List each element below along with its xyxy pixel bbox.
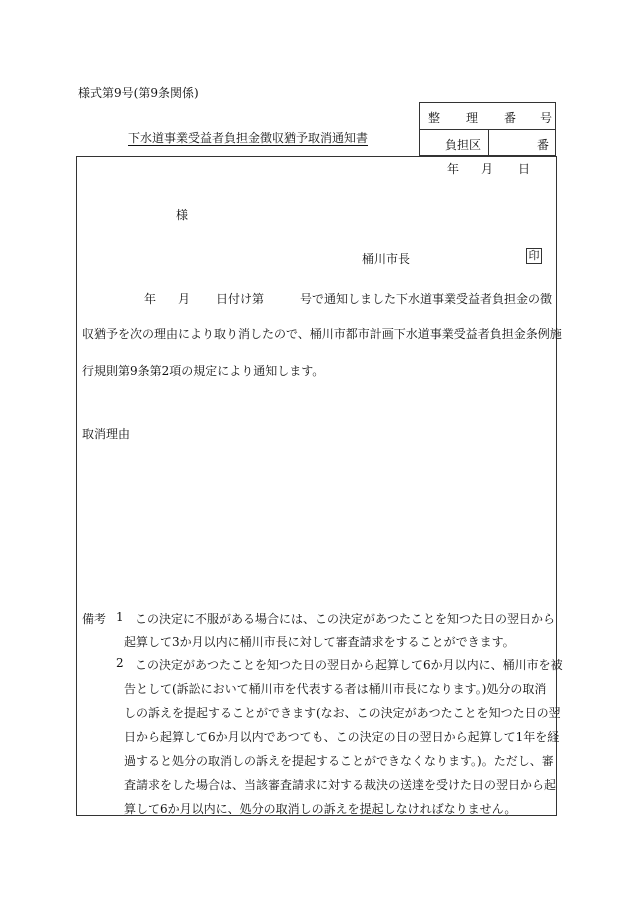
- note-2-line: 査請求をした場合は、当該審査請求に対する裁決の送達を受けた日の翌日から起: [124, 778, 557, 792]
- notes-label: 備考: [82, 612, 107, 626]
- number-box-char: 番: [504, 111, 517, 125]
- note-2-line: この決定があつたことを知つた日の翌日から起算して6か月以内に、桶川市を被: [135, 658, 563, 672]
- number-box-char: 理: [466, 111, 479, 125]
- note-1-line: 起算して3か月以内に桶川市長に対して審査請求をすることができます。: [124, 635, 515, 649]
- date-year: 年: [447, 162, 460, 176]
- form-number: 様式第9号(第9条関係): [78, 86, 199, 100]
- note-2-line: 算して6か月以内に、処分の取消しの訴えを提起しなければなりません。: [124, 802, 517, 816]
- sender-name: 桶川市長: [362, 252, 411, 266]
- note-2-line: 過すると処分の取消しの訴えを提起することができなくなります。)。ただし、審: [124, 754, 554, 768]
- body-line3: 行規則第9条第2項の規定により通知します。: [82, 364, 325, 378]
- body-month: 月: [178, 292, 191, 306]
- addressee-honorific: 様: [176, 208, 189, 222]
- date-month: 月: [481, 162, 494, 176]
- body-line1-rest: 号で通知しました下水道事業受益者負担金の徴: [300, 292, 553, 306]
- note-2-number: 2: [116, 656, 124, 670]
- note-2-line: 告として(訴訟において桶川市を代表する者は桶川市長になります。)処分の取消: [124, 682, 547, 696]
- date-day: 日: [518, 162, 531, 176]
- note-1-number: 1: [116, 610, 124, 624]
- ban-label: 番: [536, 138, 549, 152]
- note-2-line: しの訴えを提起することができます(なお、この決定があつたことを知つた日の翌: [124, 706, 561, 720]
- burden-area-label: 負担区: [445, 138, 482, 152]
- body-line2: 収猶予を次の理由により取り消したので、桶川市都市計画下水道事業受益者負担金条例施: [82, 327, 562, 341]
- cancellation-reason-label: 取消理由: [82, 427, 131, 441]
- seal-mark: 印: [526, 248, 542, 264]
- note-2-line: 日から起算して6か月以内であつても、この決定の日の翌日から起算して1年を経: [124, 730, 560, 744]
- reference-number-box: [419, 102, 556, 156]
- document-title: 下水道事業受益者負担金徴収猶予取消通知書: [128, 131, 369, 145]
- number-box-char: 整: [428, 111, 441, 125]
- body-year: 年: [144, 292, 157, 306]
- note-1-line: この決定に不服がある場合には、この決定があつたことを知つた日の翌日から: [135, 612, 556, 626]
- reference-number-header: [420, 103, 555, 130]
- body-dated: 日付け第: [216, 292, 265, 306]
- number-box-char: 号: [540, 111, 553, 125]
- number-box-divider: [488, 130, 489, 157]
